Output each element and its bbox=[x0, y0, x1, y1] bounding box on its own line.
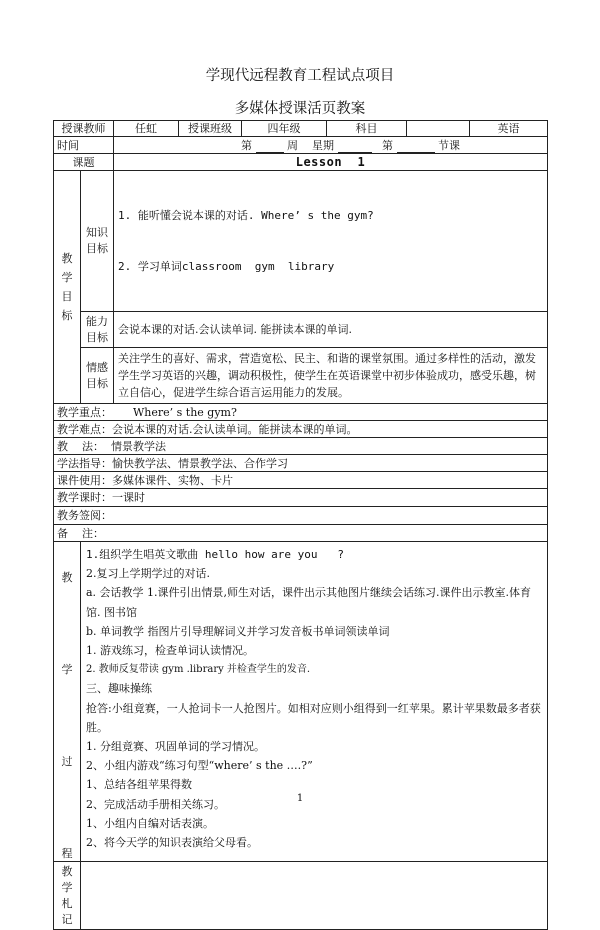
guidance-row bbox=[54, 455, 548, 472]
process-line: a. 会话教学 1.课件引出情景,师生对话，课件出示其他图片继续会话练习.课件出示教室.体育馆. 图书馆 bbox=[86, 586, 532, 619]
time-value bbox=[114, 137, 548, 154]
resources-row bbox=[54, 472, 548, 489]
emotion-objective-label: 情感 目标 bbox=[81, 348, 114, 404]
resources: 课件使用：多媒体课件、实物、卡片 bbox=[54, 472, 548, 489]
time-xingqi: 星期 bbox=[312, 138, 334, 152]
process-content bbox=[81, 542, 548, 862]
ability-objective-text: 会说本课的对话.会认读单词. 能拼读本课的单词. bbox=[114, 312, 548, 348]
process-line: 1. 分组竟赛、巩固单词的学习情况。 bbox=[86, 740, 265, 754]
subject-label: 科目 bbox=[327, 121, 407, 137]
signature-row bbox=[54, 507, 548, 525]
topic-label: 课题 bbox=[54, 154, 114, 171]
grade-label: 授课班级 bbox=[179, 121, 242, 137]
difficulty: 教学难点：会说本课的对话.会认读单词。能拼读本课的单词。 bbox=[54, 421, 548, 438]
emotion-objective-text: 关注学生的喜好、需求，营造宽松、民主、和谐的课堂氛围。通过多样性的活动，激发学生学习英语的兴趣，调动积极性，使学生在英语课堂中初步体验成功，感受乐趣，树立自信心，促进学生综合语言运用能力的发展。 bbox=[114, 348, 548, 404]
subject-empty bbox=[407, 121, 470, 137]
subject-value: 英语 bbox=[470, 121, 548, 137]
process-line: 1、总结各组苹果得数 bbox=[86, 778, 192, 792]
process-label: 教 学 过 程 bbox=[54, 542, 81, 862]
notes: 备 注： bbox=[54, 525, 548, 542]
class-period: 教学课时：一课时 bbox=[54, 489, 548, 507]
teaching-notes-label: 教 学 札 记 bbox=[54, 862, 81, 930]
time-di2: 第 bbox=[382, 138, 393, 152]
key-point: 教学重点： Where’ s the gym? bbox=[54, 404, 548, 421]
key-point-row bbox=[54, 404, 548, 421]
time-di1: 第 bbox=[241, 138, 252, 152]
grade-value: 四年级 bbox=[242, 121, 327, 137]
ability-objective-label: 能力 目标 bbox=[81, 312, 114, 348]
method-row bbox=[54, 438, 548, 455]
teaching-method: 教 法： 情景教学法 bbox=[54, 438, 548, 455]
difficulty-row bbox=[54, 421, 548, 438]
page-number: 1 bbox=[296, 793, 304, 804]
info-row bbox=[54, 121, 548, 137]
objective-knowledge-row bbox=[54, 171, 548, 312]
knowledge-objective-label: 知识 目标 bbox=[81, 171, 114, 312]
objective-emotion-row bbox=[54, 348, 548, 404]
document-title: 学现代远程教育工程试点项目 bbox=[205, 68, 395, 84]
knowledge-objective-text: 1. 能听懂会说本课的对话. Where’ s the gym? 2. 学习单词classroom gym library bbox=[114, 171, 548, 312]
time-label: 时间 bbox=[54, 137, 114, 154]
topic-row bbox=[54, 154, 548, 171]
process-line: 2. 教师反复带读 gym .library 并检查学生的发音. bbox=[86, 664, 311, 676]
study-guidance: 学法指导：愉快教学法、情景教学法、合作学习 bbox=[54, 455, 548, 472]
teaching-notes-content bbox=[81, 862, 548, 930]
objective-ability-row bbox=[54, 312, 548, 348]
process-row bbox=[54, 542, 548, 862]
process-line: 三、趣味操练 bbox=[86, 682, 152, 696]
process-line: 2、小组内游戏“练习句型“where’ s the ….?” bbox=[86, 759, 313, 773]
process-line: 1、小组内自编对话表演。 bbox=[86, 816, 214, 830]
teacher-value: 任虹 bbox=[114, 121, 179, 137]
process-line: 1.组织学生唱英文歌曲 hello how are you ? bbox=[86, 548, 344, 561]
time-row bbox=[54, 137, 548, 154]
lesson-plan-table bbox=[53, 120, 548, 930]
process-line: 1. 游戏练习，检查单词认读情况。 bbox=[86, 644, 254, 658]
process-line: 2、完成活动手册相关练习。 bbox=[86, 797, 225, 811]
notes-row bbox=[54, 525, 548, 542]
period-row bbox=[54, 489, 548, 507]
document-subtitle: 多媒体授课活页教案 bbox=[234, 101, 366, 117]
teaching-notes-row bbox=[54, 862, 548, 930]
time-zhou: 周 bbox=[287, 138, 298, 152]
objectives-label: 教 学 目 标 bbox=[54, 171, 81, 404]
time-jieke: 节课 bbox=[438, 138, 460, 152]
topic-value: Lesson 1 bbox=[114, 154, 548, 171]
process-line: 抢答:小组竟赛，一人抢词卡一人抢图片。如相对应则小组得到一红苹果。累计苹果数最多者获胜。 bbox=[86, 701, 541, 734]
teacher-label: 授课教师 bbox=[54, 121, 114, 137]
process-line: 2、将今天学的知识表演给父母看。 bbox=[86, 836, 258, 850]
process-line: 2.复习上学期学过的对话. bbox=[86, 567, 210, 581]
signature: 教务签阅： bbox=[54, 507, 548, 525]
process-line: b. 单词教学 指图片引导理解词义并学习发音板书单词领读单词 bbox=[86, 624, 390, 638]
